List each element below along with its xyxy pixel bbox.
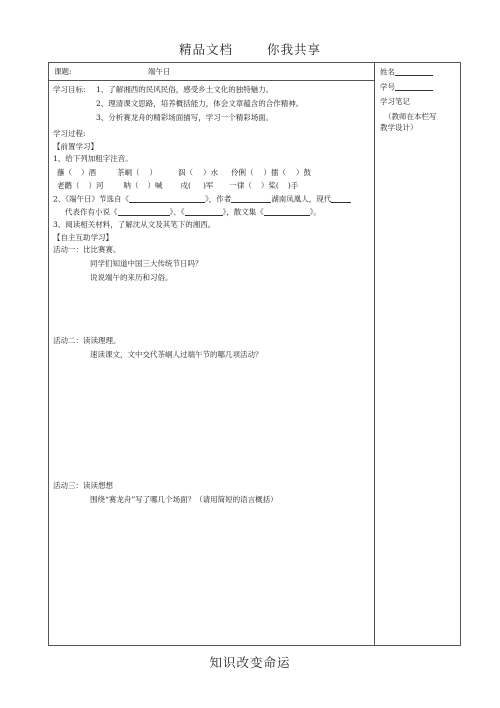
topic-label: 课题: [54, 67, 72, 76]
activity-3-title: 活动三：读读想想 [53, 481, 113, 490]
activity-1-line-1: 同学们知道中国三大传统节日吗？ [90, 259, 203, 268]
name-label: 姓名 [380, 67, 395, 77]
activity-2-title: 活动二：读读理理。 [53, 336, 121, 345]
question-2-line-1: 2、《端午日》节选自《 》，作者 湖南凤凰人，现代 [53, 195, 351, 203]
notes-hint-2: 教学设计） [380, 123, 418, 132]
topic-title: 端午日 [148, 67, 171, 76]
process-label: 学习过程: [53, 129, 86, 138]
goals-label: 学习目标: [53, 85, 86, 94]
activity-2-line-1: 速读课文，文中交代茶峒人过端午节的哪几项活动？ [90, 350, 263, 359]
preview-heading: 【前置学习】 [53, 142, 98, 151]
header-right: 你我共享 [267, 42, 322, 57]
activity-1-line-2: 说说端午的来历和习俗。 [90, 273, 173, 282]
activity-3-line-1: 围绕“赛龙舟”写了哪几个场面？（请用简短的语言概括） [90, 495, 278, 504]
goal-item-1: 1、了解湘西的民风民俗，感受乡土文化的独特魅力。 [96, 85, 274, 94]
blank-era[interactable] [331, 195, 351, 203]
page-header [0, 40, 500, 58]
goal-item-3: 3、分析赛龙舟的精彩场面描写，学习一个精彩场面。 [96, 113, 274, 122]
question-1: 1、给下列加粗字注音。 [53, 154, 133, 163]
blank-author[interactable] [231, 195, 271, 203]
question-2-line-2: 代表作有小说《 》、《 》，散文集《 》。 [65, 207, 321, 217]
title-row-divider [48, 80, 374, 81]
student-id-field[interactable] [380, 83, 433, 91]
name-field[interactable] [380, 68, 433, 76]
header-left: 精品文档 [178, 42, 233, 57]
activity-1-title: 活动一：比比赛赛。 [53, 245, 121, 254]
pinyin-row-1: 蘸（ ）酒 茶峒（ ） 泅（ ）水 伶俐（ ）擂（ ）鼓 [57, 168, 311, 177]
blank-source[interactable] [129, 195, 205, 203]
column-divider [374, 62, 375, 646]
question-3: 3、阅读相关材料，了解沈从文及其笔下的湘西。 [53, 220, 216, 229]
blank-novel-1[interactable] [118, 208, 170, 216]
pinyin-row-2: 老鹳（ ）河 呐（ ）喊 戍( )军 一律（ ）桨( )手 [57, 181, 299, 190]
notes-hint: （教师在本栏写 [384, 112, 437, 121]
self-study-heading: 【自主互助学习】 [53, 233, 113, 242]
blank-essays[interactable] [264, 208, 310, 216]
student-id-label: 学号 [380, 82, 395, 92]
goal-item-2: 2、理清课文思路，培养概括能力，体会文章蕴含的合作精神。 [96, 99, 304, 108]
notes-label: 学习笔记 [380, 97, 410, 106]
page-footer: 知识改变命运 [209, 655, 291, 670]
blank-novel-2[interactable] [185, 208, 223, 216]
